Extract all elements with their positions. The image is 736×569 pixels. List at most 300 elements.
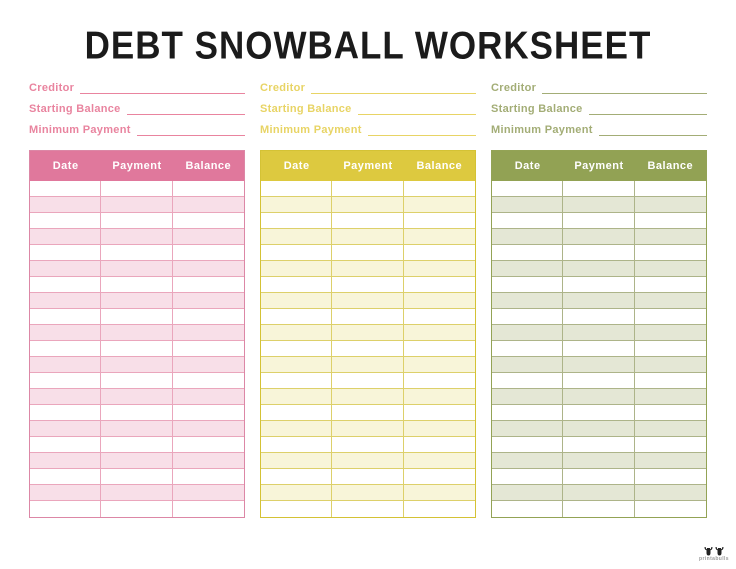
- table-cell: [492, 245, 563, 261]
- minimum-payment-field: [29, 124, 245, 136]
- table-row: [492, 181, 706, 197]
- table-cell: [563, 261, 634, 277]
- debt-column-3: [491, 82, 707, 518]
- table-row: [30, 293, 244, 309]
- table-cell: [173, 229, 244, 245]
- table-body: [492, 181, 706, 517]
- table-cell: [261, 405, 332, 421]
- table-cell: [404, 213, 475, 229]
- table-cell: [101, 373, 172, 389]
- table-cell: [404, 357, 475, 373]
- debt-info-fields: [260, 82, 476, 136]
- table-row: [261, 197, 475, 213]
- creditor-field: [260, 82, 476, 94]
- table-cell: [101, 293, 172, 309]
- table-cell: [173, 277, 244, 293]
- table-cell: [101, 309, 172, 325]
- table-cell: [173, 245, 244, 261]
- table-cell: [404, 437, 475, 453]
- table-cell: [563, 197, 634, 213]
- table-cell: [30, 309, 101, 325]
- table-cell: [332, 485, 403, 501]
- table-cell: [332, 293, 403, 309]
- table-cell: [30, 325, 101, 341]
- table-row: [261, 469, 475, 485]
- table-cell: [101, 389, 172, 405]
- table-cell: [404, 421, 475, 437]
- table-cell: [332, 245, 403, 261]
- creditor-field: [29, 82, 245, 94]
- table-row: [30, 309, 244, 325]
- table-cell: [635, 277, 706, 293]
- table-cell: [173, 421, 244, 437]
- table-cell: [635, 181, 706, 197]
- table-cell: [30, 421, 101, 437]
- starting-balance-label: Starting Balance: [260, 103, 352, 115]
- table-cell: [635, 469, 706, 485]
- table-cell: [404, 261, 475, 277]
- table-cell: [30, 469, 101, 485]
- table-cell: [563, 181, 634, 197]
- table-cell: [101, 245, 172, 261]
- table-cell: [261, 197, 332, 213]
- table-row: [261, 229, 475, 245]
- table-header-row: [30, 151, 244, 181]
- table-cell: [261, 325, 332, 341]
- table-cell: [404, 229, 475, 245]
- table-cell: [492, 405, 563, 421]
- table-row: [261, 357, 475, 373]
- table-cell: [635, 485, 706, 501]
- table-cell: [563, 309, 634, 325]
- table-cell: [563, 389, 634, 405]
- table-cell: [101, 453, 172, 469]
- table-row: [30, 485, 244, 501]
- table-row: [492, 325, 706, 341]
- starting-balance-field: [491, 103, 707, 115]
- table-cell: [635, 437, 706, 453]
- table-cell: [492, 181, 563, 197]
- table-cell: [261, 453, 332, 469]
- table-cell: [173, 197, 244, 213]
- table-cell: [332, 197, 403, 213]
- table-cell: [261, 485, 332, 501]
- table-cell: [30, 277, 101, 293]
- table-cell: [261, 389, 332, 405]
- minimum-payment-field: [491, 124, 707, 136]
- table-cell: [332, 341, 403, 357]
- minimum-payment-label: Minimum Payment: [29, 124, 131, 136]
- table-cell: [492, 277, 563, 293]
- table-row: [492, 293, 706, 309]
- table-cell: [492, 389, 563, 405]
- table-cell: [101, 261, 172, 277]
- table-row: [261, 245, 475, 261]
- table-cell: [332, 501, 403, 517]
- table-row: [261, 373, 475, 389]
- page-title: DEBT SNOWBALL WORKSHEET: [84, 24, 652, 68]
- table-row: [30, 341, 244, 357]
- table-row: [30, 437, 244, 453]
- table-cell: [101, 405, 172, 421]
- printabulls-logo: [699, 547, 729, 562]
- table-cell: [563, 213, 634, 229]
- table-cell: [492, 437, 563, 453]
- table-cell: [173, 309, 244, 325]
- table-cell: [635, 341, 706, 357]
- table-row: [261, 213, 475, 229]
- minimum-payment-blank-line: [599, 134, 707, 136]
- table-cell: [261, 229, 332, 245]
- date-column-header: Date: [514, 160, 541, 172]
- table-cell: [492, 341, 563, 357]
- table-cell: [492, 309, 563, 325]
- table-cell: [332, 421, 403, 437]
- table-cell: [563, 357, 634, 373]
- table-cell: [635, 421, 706, 437]
- table-row: [30, 501, 244, 517]
- table-row: [30, 357, 244, 373]
- table-cell: [492, 325, 563, 341]
- table-cell: [492, 453, 563, 469]
- table-cell: [173, 469, 244, 485]
- table-cell: [563, 341, 634, 357]
- table-header-row: [261, 151, 475, 181]
- table-cell: [332, 357, 403, 373]
- table-row: [261, 293, 475, 309]
- table-cell: [492, 469, 563, 485]
- table-cell: [101, 437, 172, 453]
- table-cell: [261, 213, 332, 229]
- logo-wordmark: printabulls: [699, 556, 729, 562]
- table-cell: [173, 501, 244, 517]
- payment-column-header: Payment: [343, 160, 393, 172]
- table-cell: [261, 277, 332, 293]
- table-cell: [332, 213, 403, 229]
- debt-info-fields: [491, 82, 707, 136]
- table-cell: [635, 293, 706, 309]
- table-cell: [30, 373, 101, 389]
- table-cell: [173, 437, 244, 453]
- table-cell: [332, 469, 403, 485]
- table-cell: [101, 421, 172, 437]
- table-cell: [404, 405, 475, 421]
- table-cell: [261, 437, 332, 453]
- table-row: [492, 341, 706, 357]
- table-cell: [563, 229, 634, 245]
- table-row: [30, 389, 244, 405]
- table-cell: [30, 245, 101, 261]
- table-cell: [404, 501, 475, 517]
- table-cell: [101, 181, 172, 197]
- table-cell: [30, 357, 101, 373]
- table-cell: [332, 309, 403, 325]
- table-cell: [30, 197, 101, 213]
- table-cell: [404, 341, 475, 357]
- balance-column-header: Balance: [647, 160, 694, 172]
- table-cell: [173, 453, 244, 469]
- table-cell: [563, 277, 634, 293]
- table-cell: [30, 341, 101, 357]
- table-row: [30, 229, 244, 245]
- table-cell: [492, 421, 563, 437]
- creditor-label: Creditor: [260, 82, 306, 94]
- table-cell: [30, 437, 101, 453]
- table-cell: [261, 501, 332, 517]
- table-cell: [261, 341, 332, 357]
- table-row: [492, 389, 706, 405]
- table-cell: [332, 325, 403, 341]
- table-cell: [332, 229, 403, 245]
- date-column-header: Date: [52, 160, 79, 172]
- table-cell: [492, 293, 563, 309]
- table-cell: [404, 325, 475, 341]
- table-body: [261, 181, 475, 517]
- table-cell: [563, 373, 634, 389]
- table-cell: [173, 373, 244, 389]
- table-row: [492, 277, 706, 293]
- table-cell: [635, 261, 706, 277]
- table-cell: [261, 245, 332, 261]
- table-cell: [173, 261, 244, 277]
- starting-balance-blank-line: [358, 113, 476, 115]
- table-cell: [30, 229, 101, 245]
- table-cell: [173, 213, 244, 229]
- table-header-row: [492, 151, 706, 181]
- table-row: [30, 197, 244, 213]
- minimum-payment-label: Minimum Payment: [260, 124, 362, 136]
- table-cell: [563, 469, 634, 485]
- creditor-label: Creditor: [491, 82, 537, 94]
- debt-info-fields: [29, 82, 245, 136]
- table-cell: [101, 469, 172, 485]
- payment-table: [491, 150, 707, 518]
- table-cell: [404, 277, 475, 293]
- table-row: [261, 389, 475, 405]
- table-cell: [635, 309, 706, 325]
- table-cell: [101, 357, 172, 373]
- table-cell: [101, 213, 172, 229]
- table-cell: [635, 197, 706, 213]
- creditor-blank-line: [542, 92, 707, 94]
- table-cell: [101, 501, 172, 517]
- table-cell: [635, 245, 706, 261]
- debt-column-1: [29, 82, 245, 518]
- table-cell: [261, 261, 332, 277]
- table-cell: [173, 341, 244, 357]
- table-row: [30, 181, 244, 197]
- table-row: [30, 245, 244, 261]
- table-cell: [635, 453, 706, 469]
- creditor-blank-line: [311, 92, 476, 94]
- table-row: [261, 421, 475, 437]
- table-row: [261, 501, 475, 517]
- table-row: [492, 421, 706, 437]
- table-cell: [332, 277, 403, 293]
- table-cell: [635, 325, 706, 341]
- table-cell: [492, 485, 563, 501]
- table-cell: [635, 405, 706, 421]
- table-cell: [261, 309, 332, 325]
- table-row: [261, 437, 475, 453]
- table-cell: [332, 405, 403, 421]
- table-cell: [635, 229, 706, 245]
- table-cell: [332, 373, 403, 389]
- debt-columns: [0, 82, 736, 518]
- table-cell: [635, 213, 706, 229]
- table-cell: [173, 389, 244, 405]
- table-cell: [101, 277, 172, 293]
- table-row: [261, 181, 475, 197]
- table-cell: [101, 485, 172, 501]
- table-cell: [404, 309, 475, 325]
- table-cell: [30, 213, 101, 229]
- starting-balance-blank-line: [589, 113, 707, 115]
- table-cell: [404, 197, 475, 213]
- table-row: [261, 325, 475, 341]
- table-row: [492, 357, 706, 373]
- table-row: [492, 229, 706, 245]
- minimum-payment-label: Minimum Payment: [491, 124, 593, 136]
- table-cell: [635, 389, 706, 405]
- table-row: [30, 405, 244, 421]
- minimum-payment-field: [260, 124, 476, 136]
- table-row: [261, 261, 475, 277]
- table-cell: [563, 325, 634, 341]
- starting-balance-blank-line: [127, 113, 245, 115]
- table-row: [30, 421, 244, 437]
- table-row: [492, 437, 706, 453]
- table-row: [492, 453, 706, 469]
- table-row: [492, 405, 706, 421]
- table-row: [30, 325, 244, 341]
- table-cell: [404, 293, 475, 309]
- table-cell: [563, 437, 634, 453]
- table-cell: [563, 245, 634, 261]
- table-row: [492, 213, 706, 229]
- table-row: [492, 469, 706, 485]
- table-cell: [332, 181, 403, 197]
- table-cell: [492, 373, 563, 389]
- payment-column-header: Payment: [112, 160, 162, 172]
- minimum-payment-blank-line: [368, 134, 476, 136]
- minimum-payment-blank-line: [137, 134, 245, 136]
- table-row: [30, 453, 244, 469]
- table-row: [492, 373, 706, 389]
- table-row: [261, 485, 475, 501]
- table-cell: [492, 357, 563, 373]
- table-row: [492, 501, 706, 517]
- creditor-label: Creditor: [29, 82, 75, 94]
- table-row: [30, 373, 244, 389]
- table-cell: [404, 373, 475, 389]
- table-row: [492, 261, 706, 277]
- table-cell: [635, 373, 706, 389]
- table-cell: [563, 501, 634, 517]
- payment-column-header: Payment: [574, 160, 624, 172]
- table-cell: [261, 357, 332, 373]
- table-cell: [30, 293, 101, 309]
- creditor-blank-line: [80, 92, 245, 94]
- table-cell: [404, 245, 475, 261]
- table-cell: [563, 453, 634, 469]
- table-cell: [173, 405, 244, 421]
- table-row: [261, 341, 475, 357]
- table-row: [492, 197, 706, 213]
- table-cell: [635, 501, 706, 517]
- table-cell: [101, 197, 172, 213]
- table-cell: [563, 405, 634, 421]
- debt-column-2: [260, 82, 476, 518]
- table-cell: [404, 485, 475, 501]
- table-cell: [261, 469, 332, 485]
- table-cell: [30, 389, 101, 405]
- table-cell: [173, 357, 244, 373]
- table-row: [261, 277, 475, 293]
- starting-balance-field: [260, 103, 476, 115]
- table-cell: [261, 373, 332, 389]
- table-row: [492, 485, 706, 501]
- table-cell: [563, 293, 634, 309]
- table-cell: [30, 405, 101, 421]
- table-cell: [101, 325, 172, 341]
- table-cell: [30, 261, 101, 277]
- table-cell: [332, 261, 403, 277]
- table-cell: [404, 453, 475, 469]
- table-cell: [332, 437, 403, 453]
- table-cell: [101, 229, 172, 245]
- table-body: [30, 181, 244, 517]
- table-cell: [404, 389, 475, 405]
- table-row: [30, 213, 244, 229]
- table-cell: [332, 389, 403, 405]
- table-row: [492, 309, 706, 325]
- table-cell: [173, 181, 244, 197]
- table-cell: [30, 485, 101, 501]
- table-row: [492, 245, 706, 261]
- table-cell: [30, 453, 101, 469]
- table-cell: [101, 341, 172, 357]
- table-row: [30, 277, 244, 293]
- table-cell: [492, 501, 563, 517]
- table-row: [261, 405, 475, 421]
- table-cell: [173, 485, 244, 501]
- table-row: [30, 469, 244, 485]
- payment-table: [260, 150, 476, 518]
- table-cell: [30, 181, 101, 197]
- table-cell: [563, 485, 634, 501]
- date-column-header: Date: [283, 160, 310, 172]
- balance-column-header: Balance: [185, 160, 232, 172]
- starting-balance-label: Starting Balance: [29, 103, 121, 115]
- table-cell: [332, 453, 403, 469]
- table-cell: [492, 261, 563, 277]
- balance-column-header: Balance: [416, 160, 463, 172]
- payment-table: [29, 150, 245, 518]
- table-cell: [261, 181, 332, 197]
- table-cell: [404, 469, 475, 485]
- bulls-icon: [704, 547, 724, 556]
- table-cell: [173, 325, 244, 341]
- table-cell: [30, 501, 101, 517]
- table-cell: [563, 421, 634, 437]
- table-cell: [261, 293, 332, 309]
- table-row: [261, 309, 475, 325]
- table-row: [30, 261, 244, 277]
- table-cell: [492, 229, 563, 245]
- table-cell: [404, 181, 475, 197]
- table-cell: [492, 213, 563, 229]
